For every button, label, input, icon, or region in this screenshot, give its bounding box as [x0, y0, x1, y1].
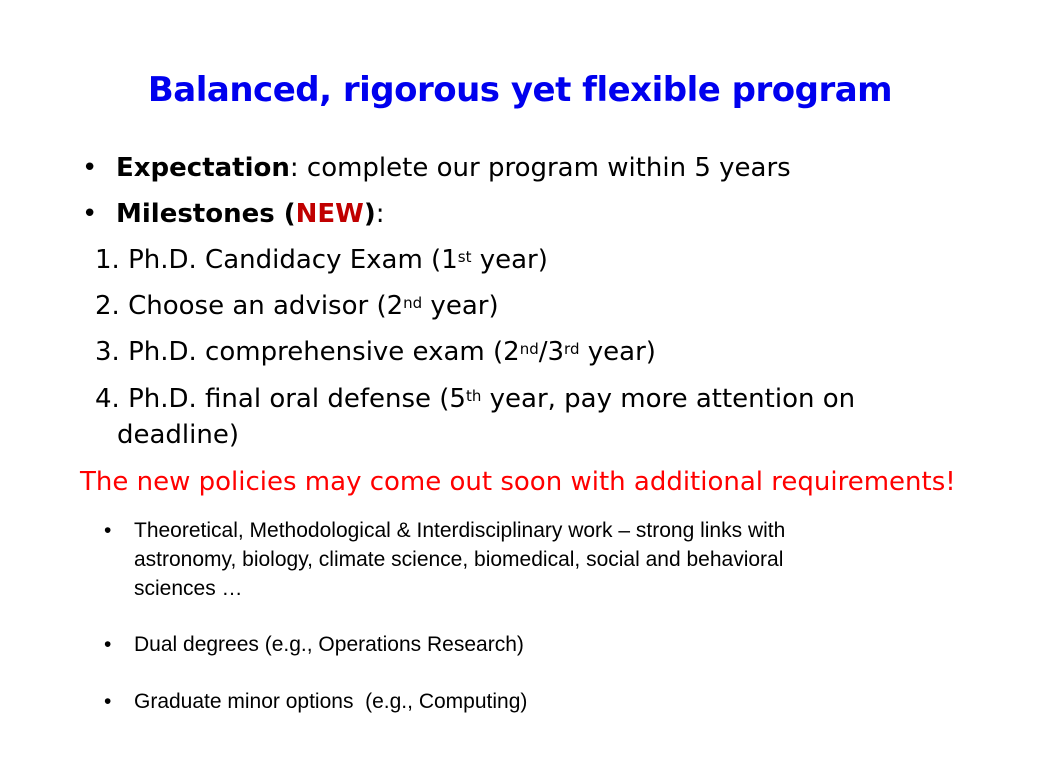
sub-bullet-item — [104, 630, 864, 659]
milestone-text: 3. Ph.D. comprehensive exam (2 — [95, 337, 520, 367]
ordinal-suffix: nd — [403, 294, 423, 312]
bullet-dot: • — [82, 153, 98, 183]
sub-bullet-item — [104, 687, 864, 716]
ordinal-suffix: nd — [519, 340, 539, 358]
milestone-text-mid: /3 — [538, 337, 565, 367]
milestone-text: 1. Ph.D. Candidacy Exam (1 — [95, 245, 458, 275]
milestone-text-end: year) — [579, 337, 656, 367]
milestone-item — [95, 288, 925, 324]
sub-bullet-text: Theoretical, Methodological & Interdisciplinary work – strong links with astronomy, biology, climate science, biomedical, social and behavioral sciences … — [134, 519, 786, 600]
bullet-dot: • — [104, 519, 112, 542]
expectation-label: Expectation — [116, 153, 290, 183]
new-badge: NEW — [295, 199, 364, 229]
bullet-dot: • — [82, 199, 98, 229]
milestone-text-continuation: deadline) — [117, 420, 240, 450]
ordinal-suffix: st — [457, 248, 472, 266]
milestone-item — [95, 381, 925, 453]
ordinal-suffix: th — [465, 387, 482, 405]
bullet-milestones — [82, 198, 385, 230]
milestone-text-end: year) — [471, 245, 548, 275]
milestones-label-prefix: Milestones ( — [116, 199, 296, 229]
milestone-item — [95, 242, 925, 278]
bullet-dot: • — [104, 633, 112, 656]
milestone-text: 2. Choose an advisor (2 — [95, 291, 404, 321]
milestones-colon: : — [375, 199, 385, 229]
sub-bullet-text: Graduate minor options (e.g., Computing) — [134, 690, 528, 713]
ordinal-suffix: rd — [564, 340, 580, 358]
milestones-label-suffix: ) — [363, 199, 376, 229]
bullet-dot: • — [104, 690, 112, 713]
milestone-item — [95, 334, 925, 370]
milestone-text-end: year) — [422, 291, 499, 321]
policy-warning: The new policies may come out soon with additional requirements! — [80, 467, 956, 497]
slide-title: Balanced, rigorous yet flexible program — [147, 70, 893, 110]
sub-bullet-text: Dual degrees (e.g., Operations Research) — [134, 633, 524, 656]
milestone-text: 4. Ph.D. final oral defense (5 — [95, 384, 466, 414]
expectation-text: : complete our program within 5 years — [289, 153, 791, 183]
sub-bullet-item — [104, 516, 864, 603]
milestone-text-end: year, pay more attention on — [481, 384, 856, 414]
bullet-expectation — [82, 152, 791, 184]
